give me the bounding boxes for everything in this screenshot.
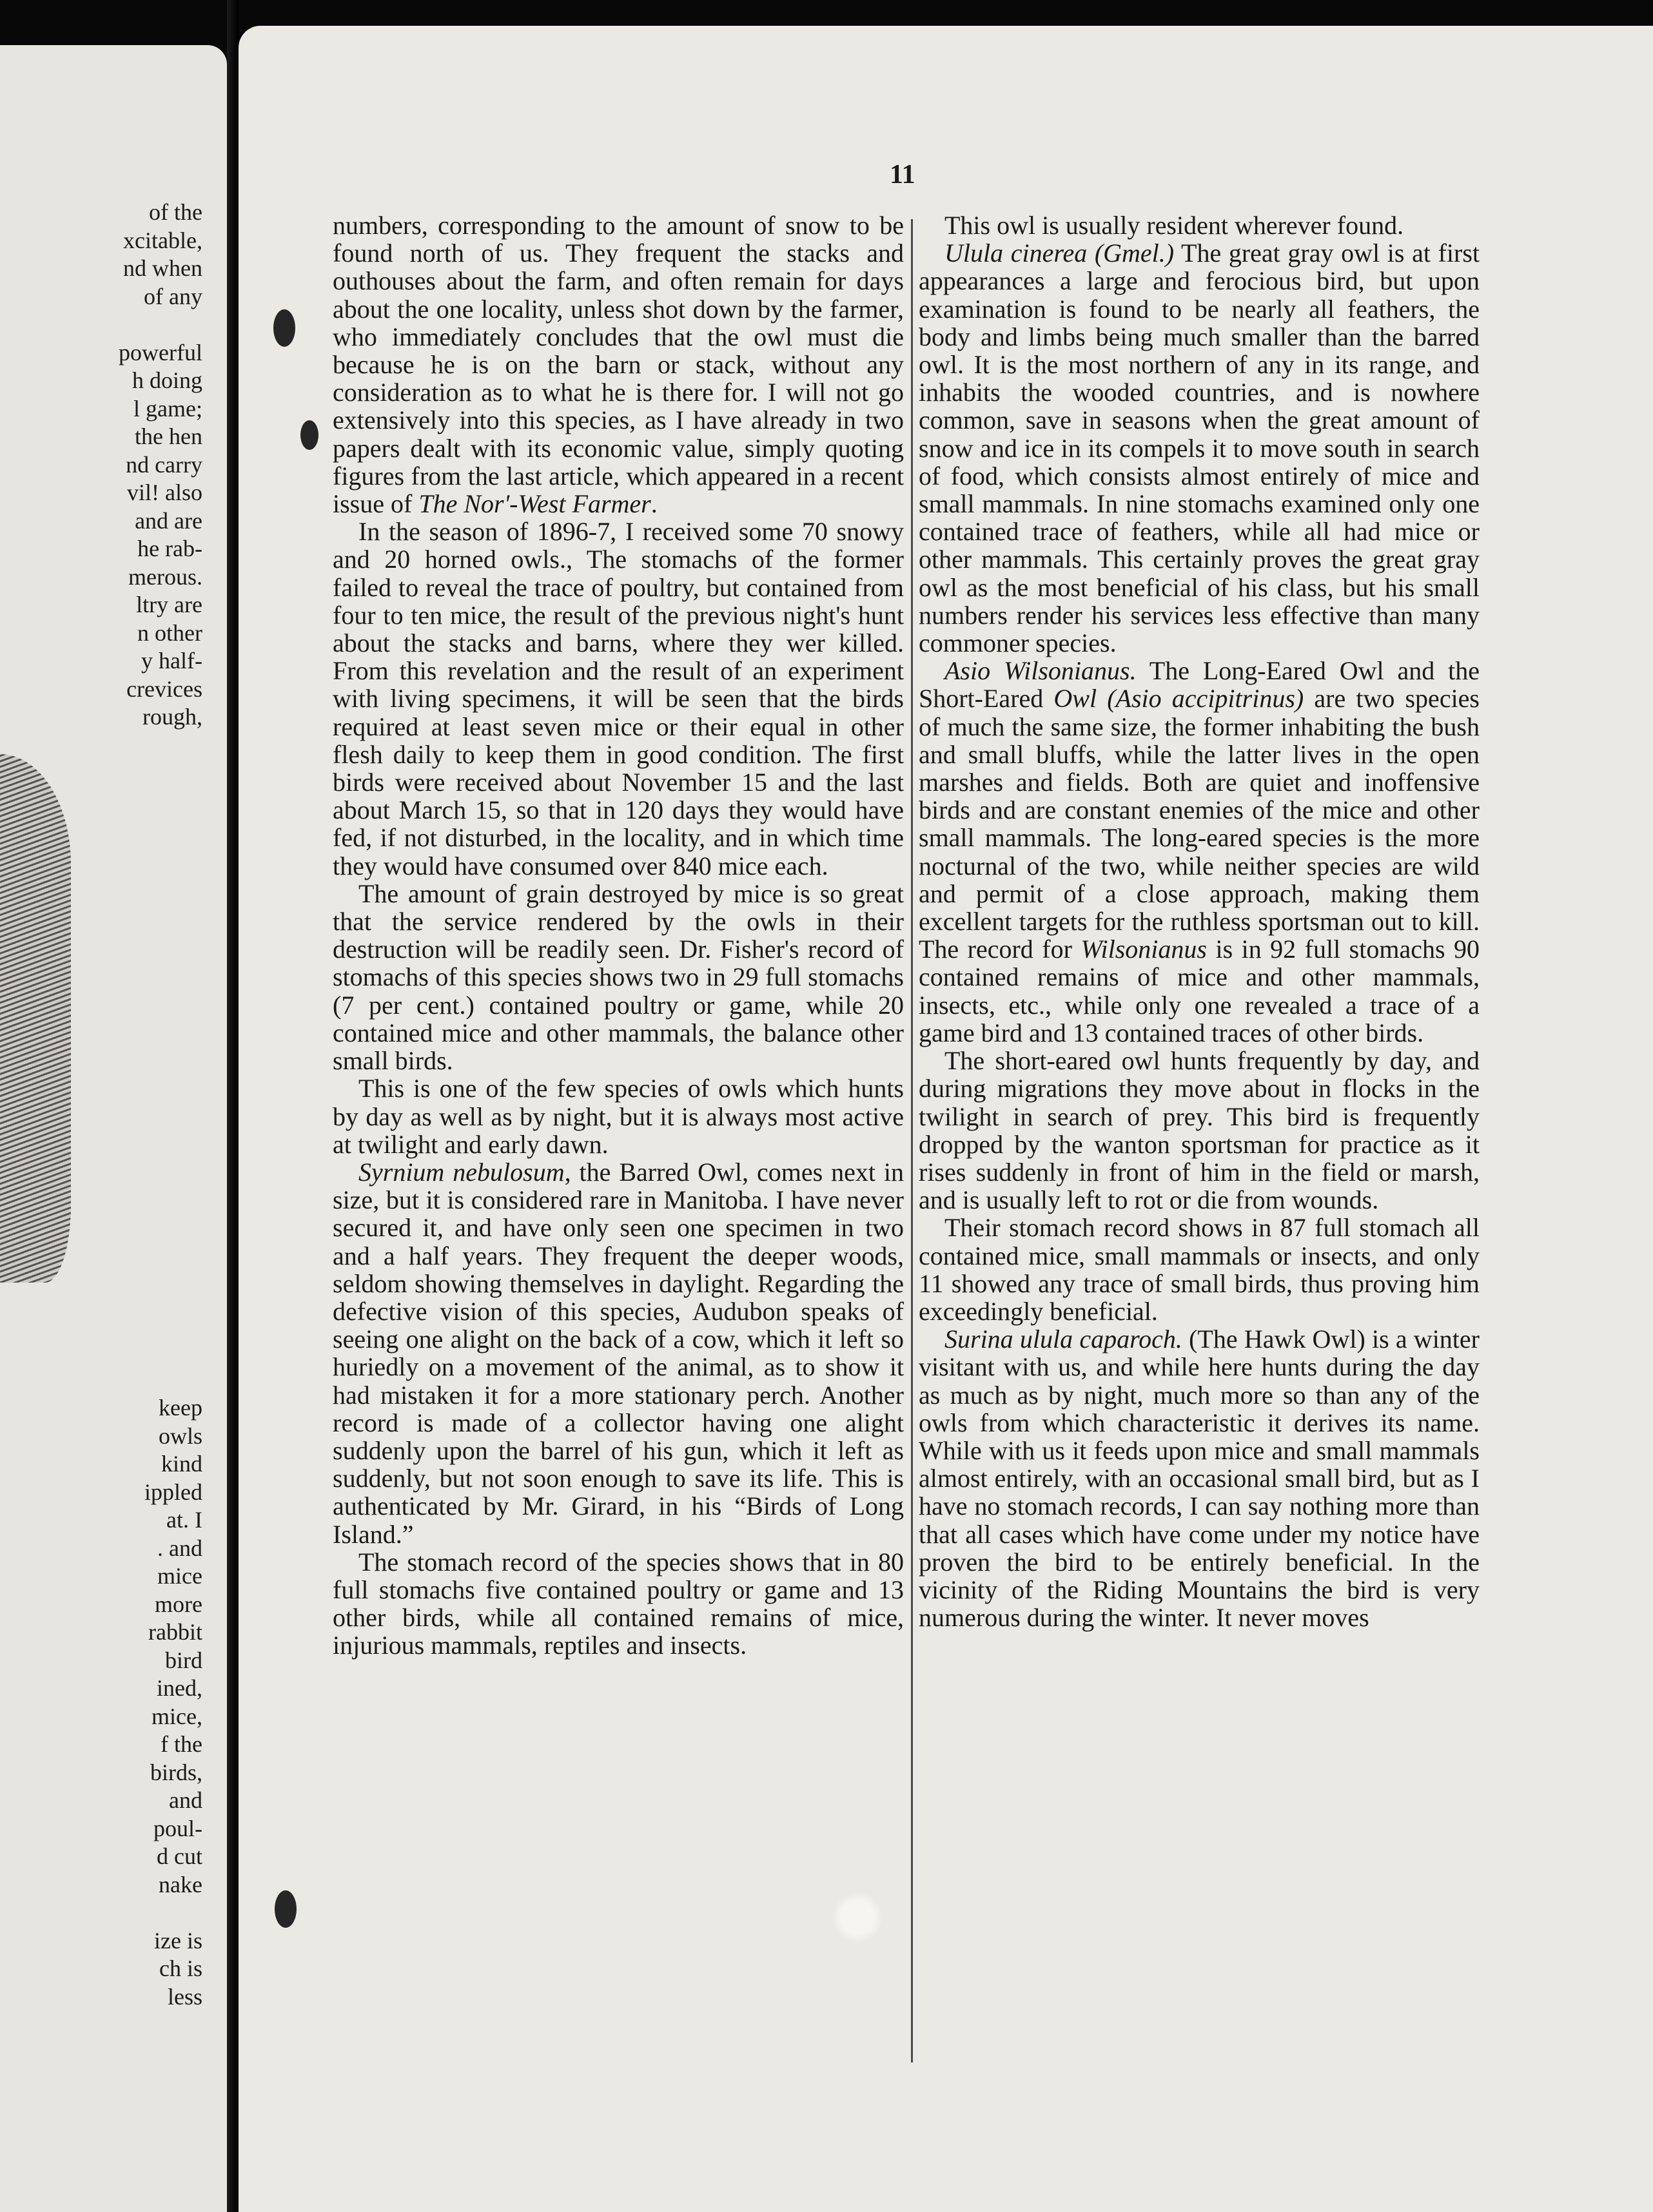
facing-page-line: the hen bbox=[135, 423, 202, 449]
facing-page-line: and bbox=[169, 1787, 202, 1813]
book-gutter bbox=[227, 0, 239, 2212]
text-run: . bbox=[650, 489, 658, 519]
italic-text: Wilsonianus bbox=[1081, 935, 1207, 964]
paragraph bbox=[333, 1158, 904, 1548]
paragraph bbox=[333, 211, 904, 518]
facing-page-line: f the bbox=[161, 1731, 202, 1757]
paragraph bbox=[333, 518, 904, 880]
text-run: The Long-Eared Owl and the Short-Eared bbox=[919, 656, 1480, 713]
text-run: , the Barred Owl, comes next in size, but it is considered rare in Manitoba. I have never secured it, and have only seen one specimen in two and a half years. They frequent the deeper woods, seldom showing themselves in daylight. Regarding the defective vision of this species, Audubon speaks of seeing one alight on the back of a cow, which it left so huriedly on a movement of the animal, as to show it had mistaken it for a more stationary perch. Another record is made of a collector having one alight suddenly upon the barrel of his gun, which it left as suddenly, but not soon enough to save its life. This is authenticated by Mr. Girard, in his “Birds of Long Island.” bbox=[333, 1157, 905, 1549]
facing-page-line: ined, bbox=[157, 1675, 202, 1701]
page-number: 11 bbox=[890, 160, 915, 189]
facing-page-line: powerful bbox=[119, 339, 202, 365]
facing-page-line: nd carry bbox=[126, 451, 202, 478]
facing-page-line: birds, bbox=[150, 1759, 202, 1785]
italic-text: Owl (Asio accipitrinus) bbox=[1053, 684, 1304, 713]
facing-page-line: merous. bbox=[128, 563, 202, 590]
facing-page-line: n other bbox=[137, 619, 202, 646]
binding-hole bbox=[273, 309, 295, 347]
facing-page-line: kind bbox=[161, 1451, 202, 1477]
facing-page-line: he rab- bbox=[137, 536, 202, 561]
text-run: is in 92 full stomachs 90 contained remains of mice and other mammals, insects, etc., while only one revealed a trace of a game bird and 13 contained traces of other birds. bbox=[919, 935, 1480, 1047]
text-run: The stomach record of the species shows that in 80 full stomachs five contained poultry or game and 13 other birds, while all contained remains of mice, injurious mammals, reptiles and insects. bbox=[333, 1547, 904, 1660]
facing-page bbox=[0, 45, 227, 2212]
facing-page-line: crevices bbox=[126, 675, 202, 702]
binding-hole bbox=[275, 1890, 297, 1928]
facing-page-line bbox=[144, 1899, 202, 1927]
facing-page-text-upper bbox=[119, 199, 202, 732]
paragraph bbox=[919, 1214, 1480, 1325]
text-run: In the season of 1896-7, I received some 70 snowy and 20 horned owls., The stomachs of the former failed to reveal the trace of poultry, but contained from four to ten mice, the result of the previous night's hunt about the stacks and barns, where they wer killed. From this revelation and the result of an experiment with living specimens, it will be seen that the birds required at least seven mice or their equal in other flesh daily to keep them in good condition. The first birds were received about November 15 and the last about March 15, so that in 120 days they would have fed, if not disturbed, in the locality, and in which time they would have consumed over 840 mice each. bbox=[333, 517, 904, 880]
italic-text: Surina ulula caparoch. bbox=[944, 1324, 1182, 1354]
facing-page-line: h doing bbox=[132, 367, 202, 393]
facing-page-text-lower bbox=[144, 1394, 202, 2011]
facing-page-line: . and bbox=[157, 1535, 202, 1561]
facing-page-line: more bbox=[155, 1591, 202, 1617]
paragraph bbox=[333, 880, 904, 1074]
binding-hole bbox=[300, 420, 318, 450]
text-run: The amount of grain destroyed by mice is so great that the service rendered by the owls in their destruction will be readily seen. Dr. Fisher's record of stomachs of this species shows two in 29 full stomachs (7 per cent.) contained poultry or game, while 20 contained mice and other mammals, the balance other small birds. bbox=[333, 878, 904, 1076]
text-run: Their stomach record shows in 87 full stomach all contained mice, small mammals or insects, and only 11 showed any trace of small birds, thus proving him exceedingly beneficial. bbox=[919, 1213, 1480, 1326]
paragraph bbox=[919, 1047, 1480, 1214]
facing-page-line: nd when bbox=[123, 255, 202, 281]
text-run: This owl is usually resident wherever found. bbox=[944, 211, 1404, 240]
bird-engraving-fragment bbox=[0, 754, 71, 1283]
facing-page-line: nake bbox=[159, 1871, 202, 1897]
paragraph bbox=[919, 657, 1480, 1047]
facing-page-line: ch is bbox=[159, 1955, 202, 1981]
facing-page-line: rabbit bbox=[148, 1619, 202, 1645]
italic-text: Asio Wilsonianus. bbox=[944, 656, 1137, 686]
facing-page-line: owls bbox=[158, 1422, 202, 1449]
facing-page-line: poul- bbox=[153, 1815, 202, 1841]
facing-page-line: of any bbox=[144, 283, 202, 309]
facing-page-line: of the bbox=[149, 199, 202, 225]
facing-page-line: keep bbox=[159, 1395, 202, 1421]
text-run: numbers, corresponding to the amount of snow to be found north of us. They frequent the stacks and outhouses about the farm, and often remain for days about the one locality, unless shot down by the farmer, who immediately concludes that the owl must die because he is on the barn or stack, without any consideration as to what he is there for. I will not go extensively into this species, as I have already in two papers dealt with its economic value, simply quoting figures from the last article, which appeared in a recent issue of bbox=[333, 211, 904, 519]
text-column-right bbox=[919, 211, 1480, 1631]
facing-page-line: y half- bbox=[141, 648, 202, 674]
text-run: are two species of much the same size, the former inhabiting the bush and small bluffs, while the latter lives in the open marshes and fields. Both are quiet and inoffensive birds and are constant enemies of the mice and other small mammals. The long-eared species is the more nocturnal of the two, while neither species are wild and permit of a close approach, making them excellent targets for the ruthless sportsman out to kill. The record for bbox=[919, 684, 1480, 964]
text-run: The great gray owl is at first appearances a large and ferocious bird, but upon examination is found to be nearly all feathers, the body and limbs being much smaller than the barred owl. It is the most northern of any in its range, and inhabits the wooded countries, and is nowhere common, save in seasons when the great amount of snow and ice in its compels it to move south in search of food, which consists almost entirely of mice and small mammals. In nine stomachs examined only one contained trace of feathers, while all had mice or other mammals. This certainly proves the great gray owl as the most beneficial of his class, but his small numbers render his services less effective than many commoner species. bbox=[919, 238, 1480, 658]
paragraph bbox=[333, 1074, 904, 1158]
text-column-left bbox=[333, 211, 904, 1660]
facing-page-line: vil! also bbox=[127, 480, 202, 505]
facing-page-line: l game; bbox=[133, 395, 202, 422]
paragraph bbox=[333, 1548, 904, 1660]
paper-punch-mark bbox=[832, 1892, 883, 1943]
page bbox=[239, 26, 1653, 2212]
italic-text: Ulula cinerea (Gmel.) bbox=[944, 238, 1175, 268]
text-run: The short-eared owl hunts frequently by day, and during migrations they move about in flocks in the twilight in search of prey. This bird is frequently dropped by the wanton sportsman for practice as it rises suddenly in front of him in the field or marsh, and is usually left to rot or die from wounds. bbox=[919, 1046, 1480, 1215]
paragraph bbox=[919, 211, 1480, 239]
facing-page-line: bird bbox=[165, 1647, 202, 1673]
text-run: (The Hawk Owl) is a winter visitant with us, and while here hunts during the day as much as by night, much more so than any of the owls from which characteristic it derives its name. While with us it feeds upon mice and small mammals almost entirely, with an occasional small bird, but as I have no stomach records, I can say nothing more than that all cases which have come under my notice have proven the bird to be entirely beneficial. In the vicinity of the Riding Mountains the bird is very numerous during the winter. It never moves bbox=[919, 1324, 1480, 1633]
facing-page-line: ltry are bbox=[136, 592, 202, 617]
italic-text: Syrnium nebulosum bbox=[358, 1157, 565, 1187]
facing-page-line: d cut bbox=[157, 1843, 202, 1869]
text-run: This is one of the few species of owls which hunts by day as well as by night, but it is always most active at twilight and early dawn. bbox=[333, 1074, 904, 1159]
facing-page-line: ippled bbox=[144, 1479, 202, 1505]
facing-page-line: ize is bbox=[154, 1927, 202, 1954]
italic-text: The Nor'-West Farmer bbox=[418, 489, 651, 519]
facing-page-line: and are bbox=[135, 507, 202, 534]
facing-page-line: xcitable, bbox=[123, 227, 202, 253]
column-divider bbox=[911, 219, 913, 2062]
paragraph bbox=[919, 1325, 1480, 1631]
paragraph bbox=[919, 239, 1480, 657]
facing-page-line bbox=[119, 311, 202, 339]
facing-page-line: at. I bbox=[166, 1507, 202, 1533]
facing-page-line: mice bbox=[157, 1563, 202, 1589]
facing-page-line: less bbox=[168, 1983, 202, 2010]
facing-page-line: mice, bbox=[152, 1703, 202, 1729]
facing-page-line: rough, bbox=[142, 704, 202, 730]
